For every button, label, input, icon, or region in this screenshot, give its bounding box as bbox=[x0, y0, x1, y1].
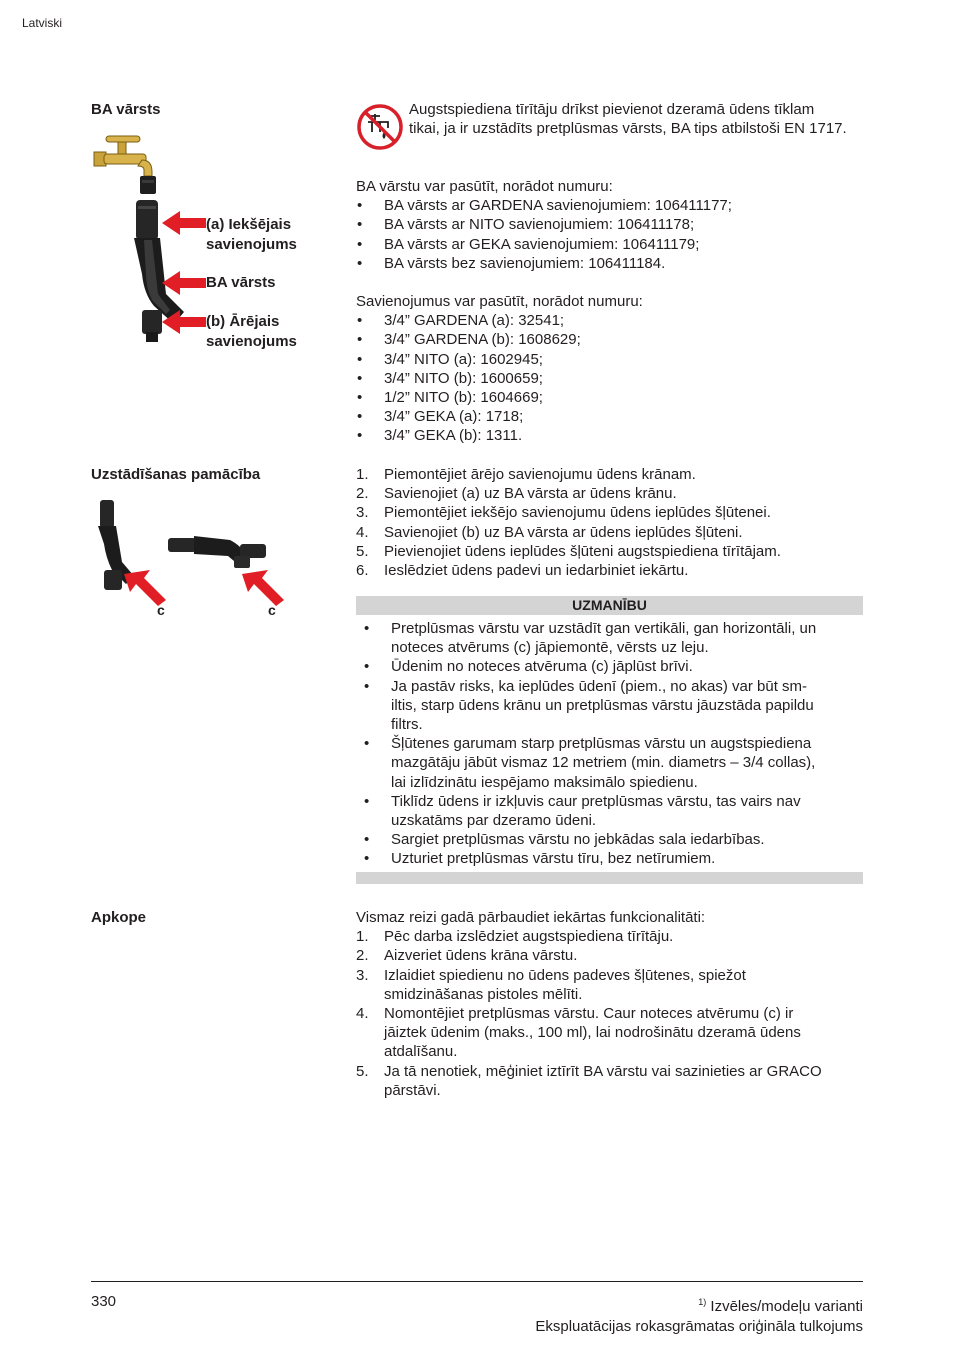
figure-label-c2: c bbox=[268, 602, 276, 618]
install-steps-block bbox=[356, 465, 856, 580]
list-item: • 3/4” GEKA (b): 1311. bbox=[356, 426, 856, 445]
list-item: • 1/2” NITO (b): 1604669; bbox=[356, 388, 856, 407]
list-item: • Uzturiet pretplūsmas vārstu tīru, bez netīrumiem. bbox=[363, 849, 853, 868]
list-item: • BA vārsts ar GARDENA savienojumiem: 106411177; bbox=[356, 196, 856, 215]
list-item: 3. Piemontējiet iekšējo savienojumu ūdens ieplūdes šļūtenei. bbox=[356, 504, 771, 522]
maintenance-intro: Vismaz reizi gadā pārbaudiet iekārtas funkcionalitāti: bbox=[356, 909, 706, 926]
list-item: • Tiklīdz ūdens ir izkļuvis caur pretplūsmas vārstu, tas vairs nav uzskatāms par dzeramo ūdeni. bbox=[363, 792, 853, 830]
order-connections-block bbox=[356, 292, 856, 446]
caution-header: UZMANĪBU bbox=[356, 596, 863, 615]
list-item: • 3/4” GARDENA (b): 1608629; bbox=[356, 330, 856, 349]
section-title-installation: Uzstādīšanas pamācība bbox=[91, 466, 261, 483]
list-item: 3. Izlaidiet spiedienu no ūdens padeves šļūtenes, spiežot smidzināšanas pistoles mēlīti. bbox=[356, 966, 746, 1003]
list-item: • Sargiet pretplūsmas vārstu no jebkādas sala iedarbības. bbox=[363, 830, 853, 849]
list-item: 6. Ieslēdziet ūdens padevi un iedarbiniet iekārtu. bbox=[356, 562, 689, 580]
list-item: • 3/4” NITO (b): 1600659; bbox=[356, 369, 856, 388]
figure-label-b: (b) Ārējais savienojums bbox=[206, 313, 297, 350]
list-item: • BA vārsts ar NITO savienojumiem: 106411178; bbox=[356, 215, 856, 234]
arrow-valve-icon bbox=[160, 270, 208, 296]
document-title: Ekspluatācijas rokasgrāmatas oriģināla tulkojums bbox=[535, 1317, 863, 1335]
arrow-b-icon bbox=[160, 309, 208, 335]
maintenance-steps-list bbox=[356, 927, 856, 1100]
install-steps-list bbox=[356, 465, 856, 580]
list-item: 2. Aizveriet ūdens krāna vārstu. bbox=[356, 947, 578, 965]
list-item: • 3/4” GEKA (a): 1718; bbox=[356, 407, 856, 426]
page-number: 330 bbox=[91, 1293, 117, 1310]
arrow-c2-icon bbox=[242, 570, 284, 606]
list-item: 1. Piemontējiet ārējo savienojumu ūdens krānam. bbox=[356, 466, 696, 483]
order-valves-intro: BA vārstu var pasūtīt, norādot numuru: bbox=[356, 178, 613, 195]
caution-footer-bar bbox=[356, 872, 863, 884]
section-title-ba-valve: BA vārsts bbox=[91, 101, 161, 118]
no-drinking-water-icon bbox=[356, 102, 404, 152]
warning-text: Augstspiediena tīrītāju drīkst pievienot dzeramā ūdens tīklam tikai, ja ir uzstādīts pretplūsmas vārsts, BA tips atbilstoši EN 1717. bbox=[409, 101, 847, 138]
list-item: 2. Savienojiet (a) uz BA vārsta ar ūdens krānu. bbox=[356, 485, 677, 503]
installation-illustration bbox=[90, 496, 300, 606]
figure-label-c1: c bbox=[157, 602, 165, 618]
figure-label-valve: BA vārsts bbox=[206, 274, 276, 291]
list-item: • 3/4” GARDENA (a): 32541; bbox=[356, 311, 856, 330]
caution-list-block bbox=[363, 619, 853, 869]
order-valves-block bbox=[356, 177, 856, 273]
list-item: • Ūdenim no noteces atvēruma (c) jāplūst brīvi. bbox=[363, 657, 853, 676]
caution-list bbox=[363, 619, 853, 869]
maintenance-block bbox=[356, 908, 856, 1100]
valve-horizontal bbox=[168, 536, 266, 568]
list-item: 5. Pievienojiet ūdens ieplūdes šļūteni augstspiediena tīrītājam. bbox=[356, 542, 781, 560]
arrow-a-icon bbox=[160, 210, 208, 236]
figure-label-a: (a) Iekšējais savienojums bbox=[206, 216, 297, 253]
list-item: 1. Pēc darba izslēdziet augstspiediena tīrītāju. bbox=[356, 928, 674, 946]
list-item: • Pretplūsmas vārstu var uzstādīt gan vertikāli, gan horizontāli, un noteces atvērums (c) jāpiemontē, vērsts uz leju. bbox=[363, 619, 853, 657]
list-item: • BA vārsts ar GEKA savienojumiem: 106411179; bbox=[356, 235, 856, 254]
order-valves-list bbox=[356, 196, 856, 273]
order-connections-list bbox=[356, 311, 856, 445]
language-label: Latviski bbox=[22, 16, 63, 30]
section-title-maintenance: Apkope bbox=[91, 909, 147, 926]
water-tap-icon bbox=[94, 136, 156, 194]
list-item: 4. Nomontējiet pretplūsmas vārstu. Caur noteces atvērumu (c) ir jāiztek ūdenim (maks., 100 ml), lai nodrošinātu dzeramā ūdens atdalīšanu. bbox=[356, 1005, 801, 1061]
footer-divider bbox=[91, 1281, 863, 1282]
list-item: 4. Savienojiet (b) uz BA vārsta ar ūdens ieplūdes šļūteni. bbox=[356, 523, 743, 541]
footer-notes bbox=[535, 1293, 863, 1336]
list-item: • Šļūtenes garumam starp pretplūsmas vārstu un augstspiediena mazgātāju jābūt vismaz 12 metriem (min. diametrs – 3/4 collas), lai izlīdzinātu iespējamo maksimālo spiedienu. bbox=[363, 734, 853, 792]
list-item: • 3/4” NITO (a): 1602945; bbox=[356, 350, 856, 369]
list-item: • BA vārsts bez savienojumiem: 106411184. bbox=[356, 254, 856, 273]
order-connections-intro: Savienojumus var pasūtīt, norādot numuru: bbox=[356, 293, 643, 310]
list-item: 5. Ja tā nenotiek, mēģiniet iztīrīt BA vārstu vai sazinieties ar GRACO pārstāvi. bbox=[356, 1062, 822, 1099]
footnote: $^{1)}$ Izvēles/modeļu varianti bbox=[698, 1297, 863, 1315]
list-item: • Ja pastāv risks, ka ieplūdes ūdenī (piem., no akas) var būt sm- iltis, starp ūdens krānu un pretplūsmas vārstu jāuzstāda papildu filtrs. bbox=[363, 677, 853, 735]
